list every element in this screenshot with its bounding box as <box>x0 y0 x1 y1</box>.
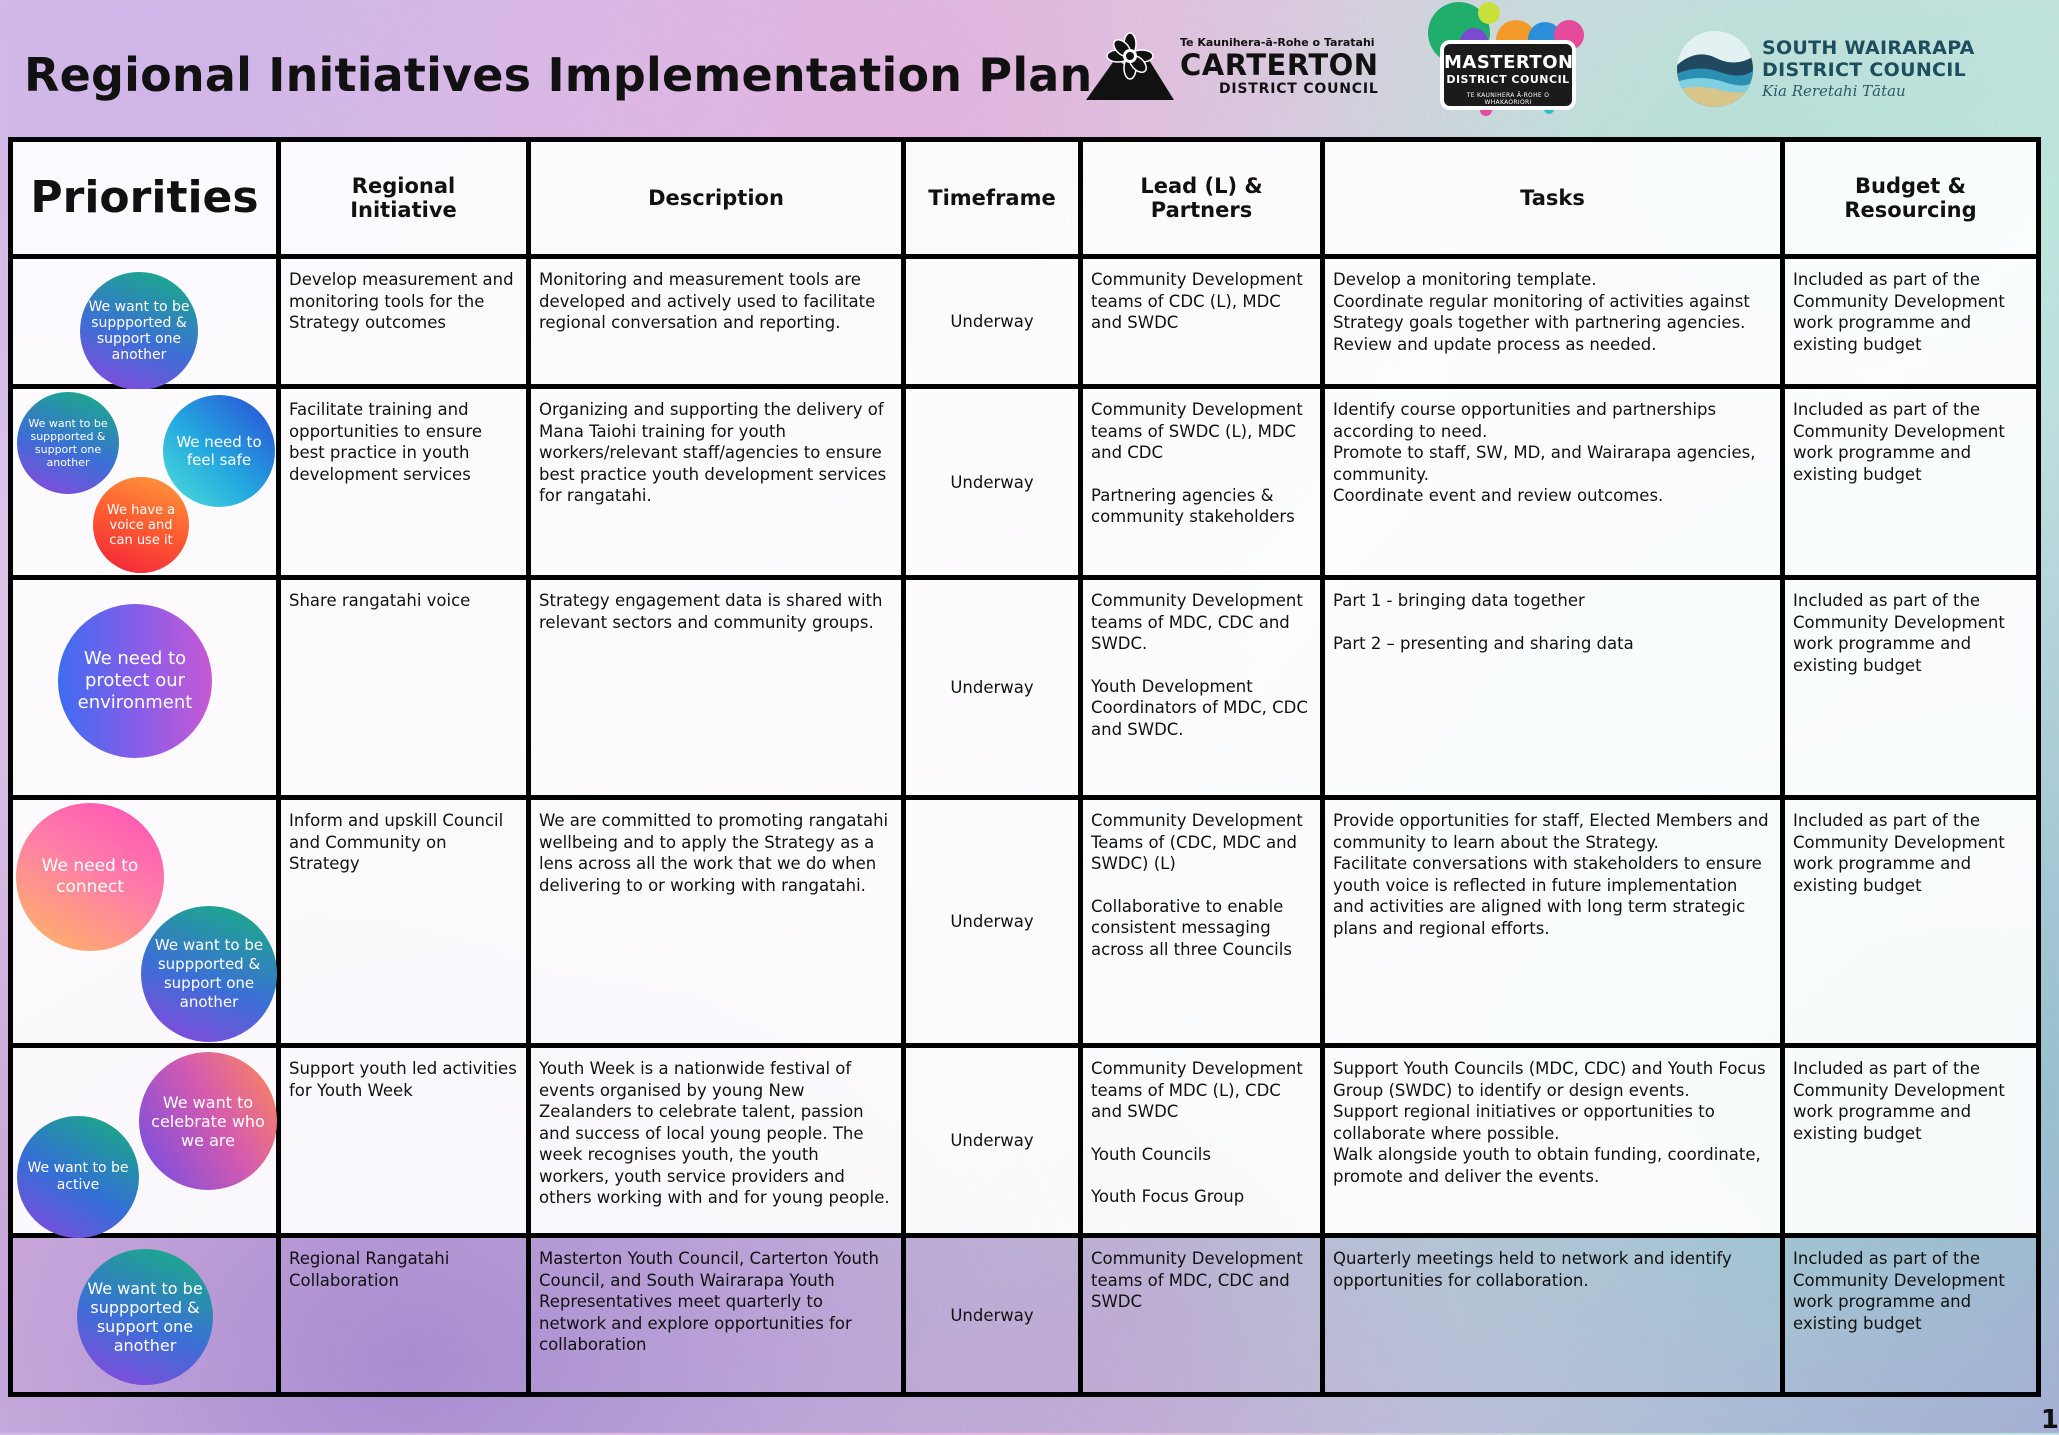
lead-cell <box>1081 1046 1323 1236</box>
page-title: Regional Initiatives Implementation Plan <box>24 48 1093 102</box>
header-initiative-line1: Regional <box>351 174 456 198</box>
priority-circle-celebrate: We want to celebrate who we are <box>139 1052 277 1190</box>
tasks-cell <box>1323 1236 1783 1395</box>
priority-circle-connect: We need to connect <box>16 803 164 951</box>
task-line: Promote to staff, SW, MD, and Wairarapa agencies, community. <box>1333 443 1756 484</box>
timeframe-cell: Underway <box>904 387 1081 578</box>
timeframe-cell: Underway <box>904 798 1081 1046</box>
carterton-logo <box>1086 30 1379 102</box>
description-cell: Youth Week is a nationwide festival of events organised by young New Zealanders to celebrate talent, passion and success of local young people. The week recognises youth, the youth workers, youth service providers and others working with and for young people. <box>529 1046 904 1236</box>
masterton-subtitle: TE KAUNIHERA Ā-ROHE O WHAKAORIORI <box>1466 92 1550 106</box>
task-line: Part 2 – presenting and sharing data <box>1333 633 1634 653</box>
timeframe-cell: Underway <box>904 578 1081 798</box>
table-row <box>11 257 2039 387</box>
header-budget-line2: Resourcing <box>1844 198 1977 222</box>
initiative-cell: Inform and upskill Council and Community on Strategy <box>279 798 529 1046</box>
lead-line: Community Development teams of MDC (L), CDC and SWDC <box>1091 1059 1303 1121</box>
timeframe-cell: Underway <box>904 257 1081 387</box>
table-row <box>11 387 2039 578</box>
header-timeframe: Timeframe <box>904 140 1081 257</box>
priority-circle-support: We want to be suppported & support one another <box>141 906 277 1042</box>
header-tasks: Tasks <box>1323 140 1783 257</box>
lead-line: Community Development teams of CDC (L), MDC and SWDC <box>1091 270 1303 332</box>
masterton-logo <box>1424 0 1594 120</box>
masterton-suffix: DISTRICT COUNCIL <box>1446 73 1570 86</box>
sw-tagline: Kia Reretahi Tātau <box>1762 82 1906 100</box>
initiative-cell: Develop measurement and monitoring tools for the Strategy outcomes <box>279 257 529 387</box>
budget-cell: Included as part of the Community Development work programme and existing budget <box>1783 578 2039 798</box>
masterton-badge <box>1440 40 1576 110</box>
priority-cell <box>11 578 279 798</box>
table-row <box>11 1236 2039 1395</box>
lead-cell <box>1081 257 1323 387</box>
timeframe-cell: Underway <box>904 1236 1081 1395</box>
lead-cell <box>1081 1236 1323 1395</box>
priority-cell <box>11 798 279 1046</box>
lead-cell <box>1081 387 1323 578</box>
sw-name-line2: DISTRICT COUNCIL <box>1762 59 1967 81</box>
task-line: Quarterly meetings held to network and identify opportunities for collaboration. <box>1333 1249 1732 1290</box>
masterton-name: MASTERTON <box>1444 52 1574 73</box>
description-cell: Strategy engagement data is shared with relevant sectors and community groups. <box>529 578 904 798</box>
task-line: Facilitate conversations with stakeholders to ensure youth voice is reflected in future implementation and activities are aligned with long term strategic plans and regional efforts. <box>1333 854 1762 938</box>
description-cell: Organizing and supporting the delivery of Mana Taiohi training for youth workers/relevant staff/agencies to ensure best practice youth development services for rangatahi. <box>529 387 904 578</box>
carterton-name: CARTERTON <box>1180 47 1379 82</box>
table-row <box>11 1046 2039 1236</box>
budget-cell: Included as part of the Community Development work programme and existing budget <box>1783 387 2039 578</box>
lead-line: Youth Focus Group <box>1091 1187 1245 1206</box>
priority-circle-voice: We have a voice and can use it <box>93 477 189 573</box>
initiative-cell: Share rangatahi voice <box>279 578 529 798</box>
initiative-cell: Regional Rangatahi Collaboration <box>279 1236 529 1395</box>
lead-line: Community Development teams of MDC, CDC and SWDC. <box>1091 591 1303 653</box>
daffodil-mountain-icon <box>1086 30 1174 102</box>
carterton-suffix: DISTRICT COUNCIL <box>1218 80 1379 97</box>
priority-cell <box>11 1236 279 1395</box>
carterton-subtitle: Te Kaunihera-ā-Rohe o Taratahi <box>1180 35 1375 49</box>
lead-line: Community Development Teams of (CDC, MDC and SWDC) (L) <box>1091 811 1303 873</box>
tasks-cell <box>1323 578 1783 798</box>
header-lead-partners: Lead (L) & Partners <box>1081 140 1323 257</box>
lead-cell <box>1081 798 1323 1046</box>
lead-line: Community Development teams of SWDC (L), MDC and CDC <box>1091 400 1303 462</box>
priority-circle-support: We want to be suppported & support one another <box>77 1249 213 1385</box>
lead-line: Partnering agencies & community stakeholders <box>1091 485 1295 526</box>
priority-cell <box>11 387 279 578</box>
implementation-plan-table <box>8 137 2041 1397</box>
table-row <box>11 578 2039 798</box>
priority-circle-support: We want to be suppported & support one another <box>80 272 198 390</box>
tasks-cell <box>1323 257 1783 387</box>
lead-line: Collaborative to enable consistent messaging across all three Councils <box>1091 896 1292 959</box>
header-initiative-line2: Initiative <box>350 198 457 222</box>
tasks-cell <box>1323 387 1783 578</box>
priority-cell <box>11 257 279 387</box>
lead-line: Youth Councils <box>1091 1144 1211 1164</box>
budget-cell: Included as part of the Community Development work programme and existing budget <box>1783 257 2039 387</box>
lead-cell <box>1081 578 1323 798</box>
timeframe-cell: Underway <box>904 1046 1081 1236</box>
task-line: Support Youth Councils (MDC, CDC) and Youth Focus Group (SWDC) to identify or design events. <box>1333 1059 1766 1100</box>
priority-circle-support: We want to be suppported & support one another <box>17 392 119 494</box>
initiative-cell: Support youth led activities for Youth Week <box>279 1046 529 1236</box>
tasks-cell <box>1323 1046 1783 1236</box>
task-line: Provide opportunities for staff, Elected Members and community to learn about the Strategy. <box>1333 811 1769 852</box>
header-budget <box>1783 140 2039 257</box>
description-cell: We are committed to promoting rangatahi wellbeing and to apply the Strategy as a lens across all the work that we do when delivering to or working with rangatahi. <box>529 798 904 1046</box>
task-line: Walk alongside youth to obtain funding, coordinate, promote and deliver the events. <box>1333 1145 1761 1186</box>
task-line: Support regional initiatives or opportunities to collaborate where possible. <box>1333 1102 1715 1143</box>
lead-line: Youth Development Coordinators of MDC, CDC and SWDC. <box>1091 676 1308 739</box>
page-number: 1 <box>2040 1405 2059 1435</box>
initiative-cell: Facilitate training and opportunities to ensure best practice in youth development services <box>279 387 529 578</box>
budget-cell: Included as part of the Community Development work programme and existing budget <box>1783 1236 2039 1395</box>
task-line: Coordinate event and review outcomes. <box>1333 486 1664 505</box>
task-line: Identify course opportunities and partnerships according to need. <box>1333 400 1717 441</box>
header-priorities: Priorities <box>11 140 279 257</box>
task-line: Coordinate regular monitoring of activities against Strategy goals together with partnering agencies. <box>1333 291 1750 332</box>
priority-circle-safe: We need to feel safe <box>163 395 275 507</box>
header-budget-line1: Budget & <box>1855 174 1966 198</box>
header-regional-initiative <box>279 140 529 257</box>
description-cell: Monitoring and measurement tools are developed and actively used to facilitate regional conversation and reporting. <box>529 257 904 387</box>
priority-circle-active: We want to be active <box>17 1116 139 1238</box>
task-line: Part 1 - bringing data together <box>1333 591 1585 610</box>
priority-cell <box>11 1046 279 1236</box>
tasks-cell <box>1323 798 1783 1046</box>
budget-cell: Included as part of the Community Development work programme and existing budget <box>1783 1046 2039 1236</box>
description-cell: Masterton Youth Council, Carterton Youth Council, and South Wairarapa Youth Representatives meet quarterly to network and explore opportunities for collaboration <box>529 1236 904 1395</box>
budget-cell: Included as part of the Community Development work programme and existing budget <box>1783 798 2039 1046</box>
sw-name-line1: SOUTH WAIRARAPA <box>1762 37 1975 59</box>
hills-sea-icon <box>1676 30 1754 108</box>
task-line: Review and update process as needed. <box>1333 334 1657 354</box>
priority-circle-environment: We need to protect our environment <box>58 604 212 758</box>
table-header-row <box>11 140 2039 257</box>
lead-line: Community Development teams of MDC, CDC and SWDC <box>1091 1249 1303 1311</box>
table-row <box>11 798 2039 1046</box>
header-description: Description <box>529 140 904 257</box>
task-line: Develop a monitoring template. <box>1333 270 1597 289</box>
south-wairarapa-logo <box>1676 30 1975 108</box>
